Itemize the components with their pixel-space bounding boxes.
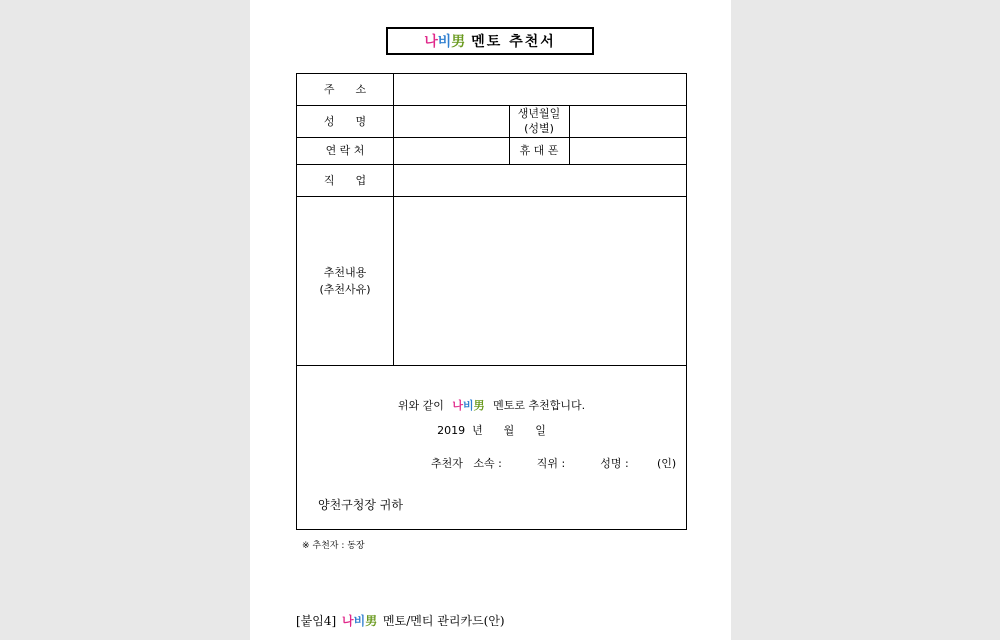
birth-label: 생년월일 (성별): [517, 107, 561, 135]
brand-logo: 나 비 男: [424, 34, 466, 50]
attachment-caption: [붙임4] 나 비 男 멘토/멘티 관리카드(안): [296, 614, 505, 628]
row-divider: [297, 365, 686, 366]
recommender-line: 추천자 소속 : 직위 : 성명 :: [431, 457, 629, 470]
seal-mark: (인): [657, 457, 677, 470]
contact-label: 연 락 처: [325, 144, 365, 157]
name-label: 성 명: [323, 114, 367, 128]
col-divider: [393, 74, 394, 365]
date-line: 2019 년 월 일: [437, 424, 546, 437]
job-label: 직 업: [323, 173, 367, 187]
reason-label: 추천내용 (추천사유): [319, 265, 371, 296]
brand-logo: 나 비 男: [452, 399, 485, 412]
footnote: ※ 추천자 : 동장: [302, 541, 365, 551]
document-page: [250, 0, 731, 640]
brand-logo: 나 비 男: [342, 614, 378, 628]
title-text: 멘토 추천서: [471, 34, 556, 50]
col-divider: [569, 105, 570, 164]
addressee: 양천구청장 귀하: [318, 498, 403, 512]
recommend-statement: 위와 같이 나 비 男 멘토로 추천합니다.: [397, 399, 586, 412]
document-title: [386, 27, 594, 55]
recommendation-form: [296, 73, 687, 530]
mobile-label: 휴 대 폰: [519, 144, 559, 157]
address-label: 주 소: [323, 83, 367, 96]
